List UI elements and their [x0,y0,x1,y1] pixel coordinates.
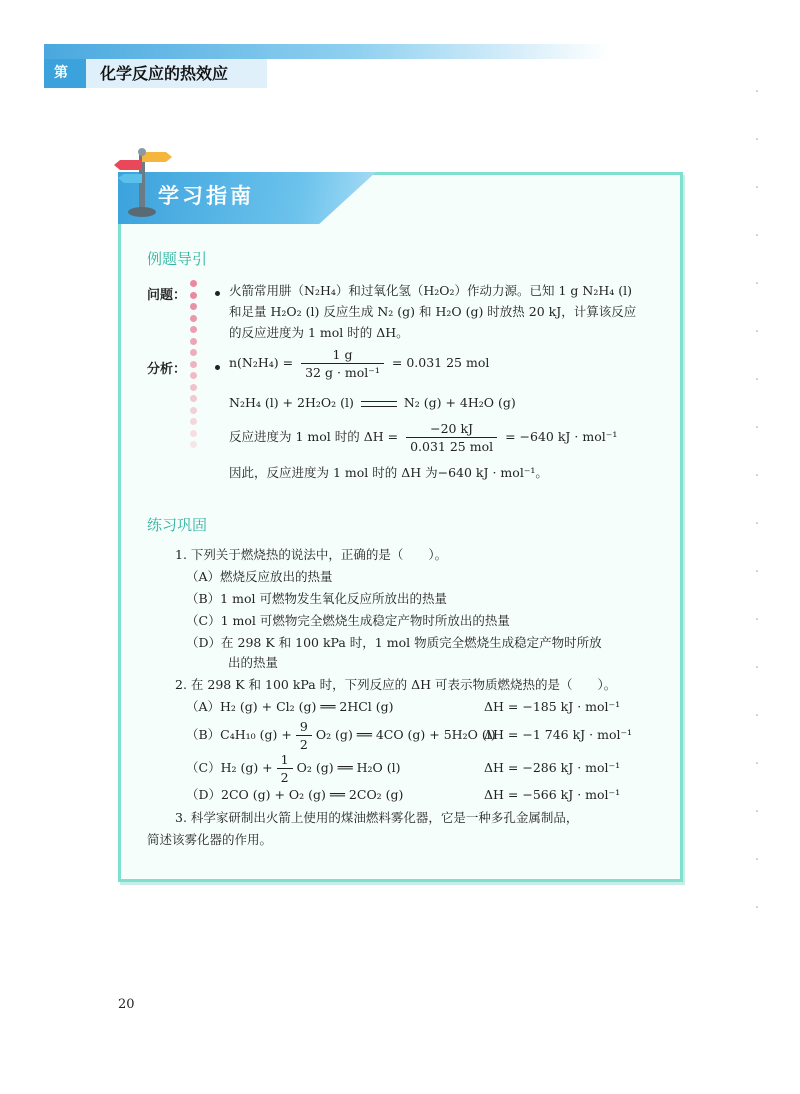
guide-title: 学习指南 [158,184,254,208]
practice-section-heading: 练习巩固 [147,516,208,534]
q2b-numerator: 9 [296,718,312,736]
q2-option-d: （D）2CO (g) + O₂ (g) ══ 2CO₂ (g) [186,787,404,802]
question-1: 1. 下列关于燃烧热的说法中，正确的是（ ）。 [175,547,448,562]
q2-option-a-dh: ΔH = −185 kJ · mol⁻¹ [484,699,621,714]
a1-lhs: n(N₂H₄) = [229,355,294,370]
q2c-numerator: 1 [277,751,293,769]
problem-line-1: 火箭常用肼（N₂H₄）和过氧化氢（H₂O₂）作动力源。已知 1 g N₂H₄ (l) [229,283,632,298]
q2-option-c [186,751,400,786]
problem-line-3: 的反应进度为 1 mol 时的 ΔH。 [229,325,409,340]
a1-numerator: 1 g [301,346,384,364]
chapter-number: 第 1 章 [44,59,86,88]
page-number: 20 [118,997,135,1012]
q1-option-a: （A）燃烧反应放出的热量 [186,569,333,584]
question-3-line1: 3. 科学家研制出火箭上使用的煤油燃料雾化器，它是一种多孔金属制品， [175,810,579,825]
a2-rhs: N₂ (g) + 4H₂O (g) [403,395,516,410]
q1-option-b: （B）1 mol 可燃物发生氧化反应所放出的热量 [186,591,447,606]
decorative-dots [190,280,200,453]
chapter-header [44,59,267,139]
a3-fraction [406,420,497,455]
q2-option-b [186,718,496,753]
q2b-pre: （B）C₄H₁₀ (g) + [186,727,292,742]
q2b-post: O₂ (g) ══ 4CO (g) + 5H₂O (l) [315,727,496,742]
a3-denominator: 0.031 25 mol [410,439,494,454]
problem-line-2: 和足量 H₂O₂ (l) 反应生成 N₂ (g) 和 H₂O (g) 时放热 20 kJ，计算该反应 [229,304,637,319]
bullet [215,365,220,370]
problem-label: 问题： [147,288,187,303]
analysis-label: 分析： [147,362,187,377]
q2-option-a: （A）H₂ (g) + Cl₂ (g) ══ 2HCl (g) [186,699,394,714]
a2-lhs: N₂H₄ (l) + 2H₂O₂ (l) [229,395,354,410]
q1-option-d-line2: 出的热量 [228,655,279,670]
bullet [215,291,220,296]
a1-rhs: = 0.031 25 mol [391,355,490,370]
a3-rhs: = −640 kJ · mol⁻¹ [505,429,618,444]
a3-numerator: −20 kJ [406,420,497,438]
q2c-fraction [277,751,293,786]
q1-option-c: （C）1 mol 可燃物完全燃烧生成稳定产物时所放出的热量 [186,613,510,628]
q2b-denominator: 2 [299,737,308,752]
a1-denominator: 32 g · mol⁻¹ [305,365,380,380]
q2-option-d-dh: ΔH = −566 kJ · mol⁻¹ [484,787,621,802]
q2b-fraction [296,718,312,753]
question-3-line2: 简述该雾化器的作用。 [147,832,273,847]
double-bar-icon [361,401,397,407]
header-gradient-bar [44,44,610,59]
analysis-conclusion: 因此，反应进度为 1 mol 时的 ΔH 为−640 kJ · mol⁻¹。 [229,465,548,480]
analysis-step-1 [229,346,489,381]
q2-option-b-dh: ΔH = −1 746 kJ · mol⁻¹ [484,727,633,742]
margin-dotted-line [756,90,758,950]
chapter-title: 化学反应的热效应 [86,59,267,88]
q2c-pre: （C）H₂ (g) + [186,760,273,775]
a1-fraction [301,346,384,381]
example-section-heading: 例题导引 [147,250,208,268]
q1-option-d-line1: （D）在 298 K 和 100 kPa 时，1 mol 物质完全燃烧生成稳定产物时所放 [186,635,602,650]
analysis-step-3 [229,420,617,455]
analysis-step-2 [229,392,516,413]
a3-lhs: 反应进度为 1 mol 时的 ΔH = [229,429,399,444]
q2c-denominator: 2 [280,770,289,785]
q2-option-c-dh: ΔH = −286 kJ · mol⁻¹ [484,760,621,775]
q2c-post: O₂ (g) ══ H₂O (l) [296,760,401,775]
question-2: 2. 在 298 K 和 100 kPa 时，下列反应的 ΔH 可表示物质燃烧热的是（ ）。 [175,677,617,692]
